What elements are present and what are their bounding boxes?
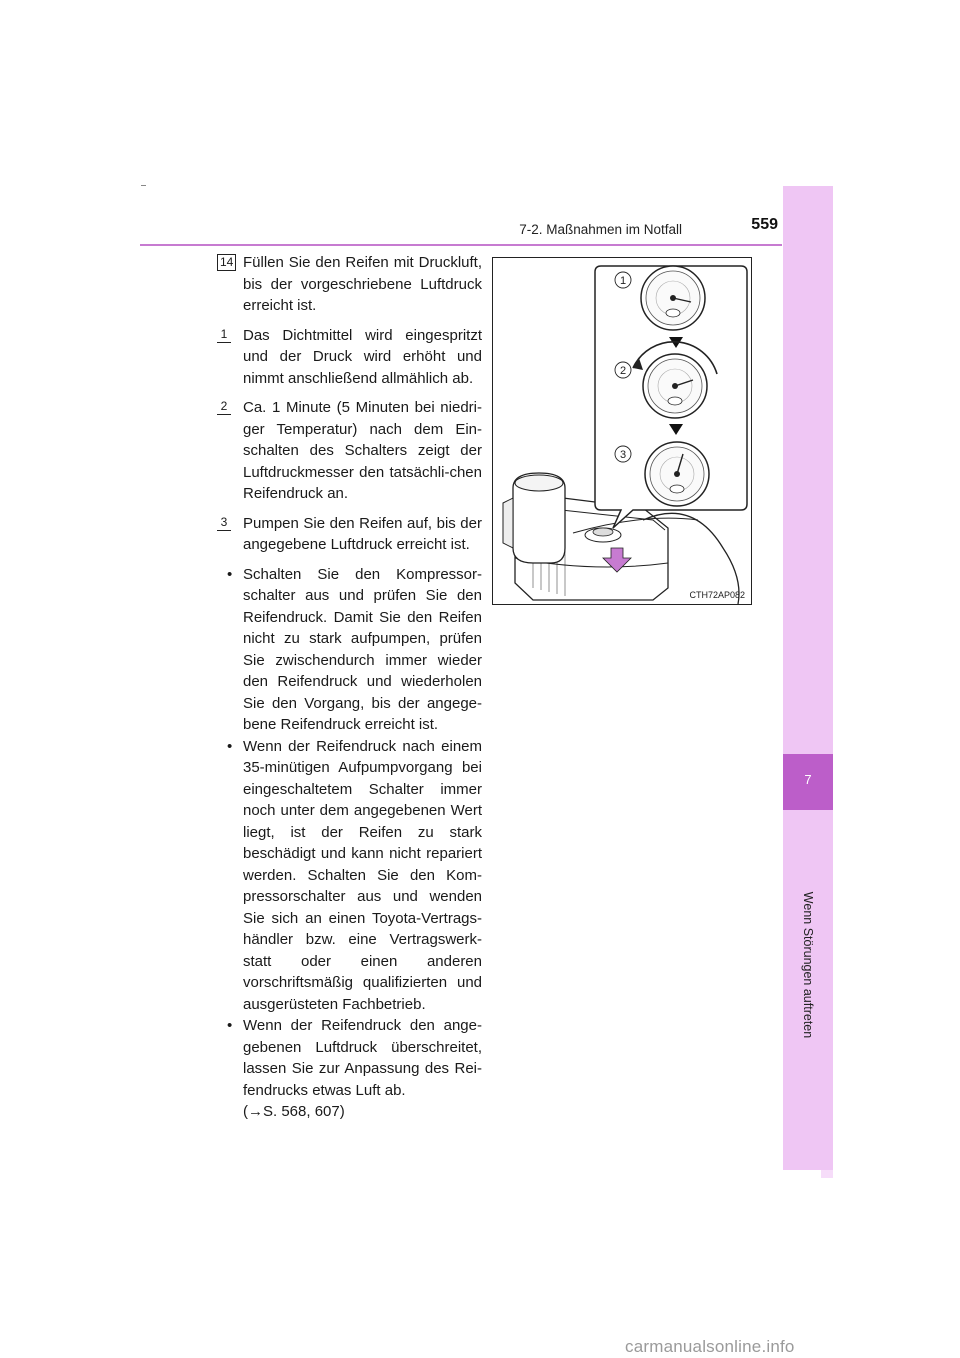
substep-text: Ca. 1 Minute (5 Minuten bei niedri-ger Temperatur) nach dem Ein-schalten des Schalters zeigt der Luftdruckmesser den tatsächli-chen Reifendruck an. [243, 399, 482, 502]
step-badge: 14 [217, 254, 236, 271]
bullet-item [217, 564, 482, 736]
step-14 [217, 252, 482, 317]
substep-1 [217, 325, 482, 390]
sidebar-tab-upper [783, 186, 833, 754]
header-rule [140, 244, 782, 246]
callout-label-2: 2 [619, 365, 627, 377]
substep-badge: 1 [217, 327, 231, 343]
substep-3 [217, 513, 482, 556]
substep-text: Pumpen Sie den Reifen auf, bis der angegebene Luftdruck erreicht ist. [243, 514, 482, 553]
bullet-text: Wenn der Reifendruck nach einem 35-minütigen Aufpumpvorgang bei eingeschaltetem Schalter immer noch unter dem angegebenen Wert liegt, ist der Reifen zu stark beschädigt und kann nicht repariert werden. Schalten Sie den Kom-pressorschalter aus und wenden Sie sich an einen Toyota-Vertrags-händler bzw. eine Vertragswerk-statt oder einen anderen vorschriftsmäßig qualifizierten und ausgerüsteten Fachbetrieb. [243, 737, 482, 1013]
bullet-item [217, 1015, 482, 1123]
substep-2 [217, 397, 482, 505]
crop-mark [141, 185, 146, 186]
substep-badge: 2 [217, 399, 231, 415]
step-text: Füllen Sie den Reifen mit Druckluft, bis der vorgeschriebene Luftdruck erreicht ist. [243, 254, 482, 314]
compressor-gauge-illustration [492, 257, 752, 605]
watermark: carmanualsonline.info [625, 1337, 795, 1356]
bullet-marker: • [227, 737, 233, 755]
substep-text: Das Dichtmittel wird eingespritzt und der Druck wird erhöht und nimmt anschließend allmählich ab. [243, 326, 482, 387]
illustration-drawing [493, 258, 751, 604]
chapter-number: 7 [804, 772, 812, 787]
illustration-code: CTH72AP082 [689, 590, 745, 600]
chapter-title: Wenn Störungen auftreten [801, 891, 815, 1039]
substep-badge: 3 [217, 515, 231, 531]
page-reference: (→S. 568, 607) [243, 1103, 345, 1120]
callout-label-3: 3 [619, 449, 627, 461]
bullet-text: Wenn der Reifendruck den ange-gebenen Luftdruck überschreitet, lassen Sie zur Anpassung des Rei-fendrucks etwas Luft ab. [243, 1017, 482, 1099]
page-number: 559 [751, 216, 778, 233]
sidebar-edge [821, 1170, 833, 1178]
bullet-text: Schalten Sie den Kompressor-schalter aus und prüfen Sie den Reifendruck. Damit Sie den Reifen nicht zu stark aufpumpen, prüfen Sie zwischendurch immer wieder den Reifendruck und wiederholen Sie den Vorgang, bis der angege-bene Reifendruck erreicht ist. [243, 565, 482, 733]
bullet-marker: • [227, 1017, 233, 1034]
bullet-marker: • [227, 565, 233, 583]
main-content [217, 252, 482, 1123]
bullet-item [217, 736, 482, 1016]
callout-label-1: 1 [619, 275, 627, 287]
